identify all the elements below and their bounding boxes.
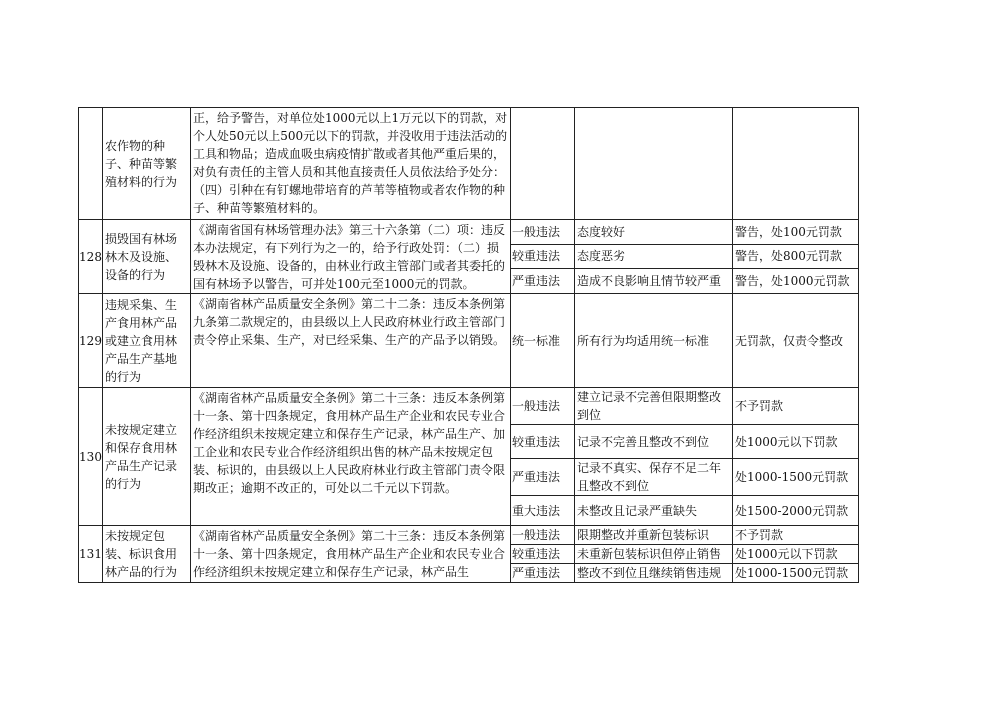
- row-number: 131: [79, 526, 103, 583]
- circumstance: [575, 108, 733, 220]
- circumstance: 态度恶劣: [575, 244, 733, 269]
- circumstance: 建立记录不完善但限期整改到位: [575, 388, 733, 425]
- violation-category: 一般违法: [511, 388, 575, 425]
- violation-category: [511, 108, 575, 220]
- violation-category: 统一标准: [511, 294, 575, 388]
- violation-category: 较重违法: [511, 425, 575, 459]
- table-row: [79, 220, 859, 245]
- table-body: [79, 108, 859, 583]
- penalty: 处1000-1500元罚款: [733, 459, 859, 496]
- legal-basis: 《湖南省国有林场管理办法》第三十六条第（二）项：违反本办法规定，有下列行为之一的，给予行政处罚：（二）损毁林木及设施、设备的，由林业行政主管部门或者其委托的国有林场予以警告，可并处100元至1000元的罚款。: [191, 220, 511, 294]
- violation-name: 损毁国有林场林木及设施、设备的行为: [103, 220, 191, 294]
- table-row: [79, 388, 859, 425]
- legal-basis: 《湖南省林产品质量安全条例》第二十三条：违反本条例第十一条、第十四条规定，食用林产品生产企业和农民专业合作经济组织未按规定建立和保存生产记录，林产品生: [191, 526, 511, 583]
- violation-category: 一般违法: [511, 220, 575, 245]
- table-row: [79, 294, 859, 388]
- legal-basis: 《湖南省林产品质量安全条例》第二十三条：违反本条例第十一条、第十四条规定，食用林产品生产企业和农民专业合作经济组织未按规定建立和保存生产记录，林产品生产、加工企业和农民专业合作经济组织出售的林产品未按规定包装、标识的，由县级以上人民政府林业行政主管部门责令限期改正；逾期不改正的，可处以二千元以下罚款。: [191, 388, 511, 526]
- penalty: 不予罚款: [733, 526, 859, 545]
- table-row: [79, 526, 859, 545]
- penalty: 不予罚款: [733, 388, 859, 425]
- violation-name: 未按规定建立和保存食用林产品生产记录的行为: [103, 388, 191, 526]
- penalty: [733, 108, 859, 220]
- violation-category: 严重违法: [511, 459, 575, 496]
- circumstance: 态度较好: [575, 220, 733, 245]
- circumstance: 造成不良影响且情节较严重: [575, 269, 733, 294]
- row-number: 128: [79, 220, 103, 294]
- legal-basis: 《湖南省林产品质量安全条例》第二十二条：违反本条例第九条第二款规定的，由县级以上人民政府林业行政主管部门责令停止采集、生产，对已经采集、生产的产品予以销毁。: [191, 294, 511, 388]
- violation-name: 未按规定包装、标识食用林产品的行为: [103, 526, 191, 583]
- violation-name: 农作物的种子、种苗等繁殖材料的行为: [103, 108, 191, 220]
- violation-category: 较重违法: [511, 545, 575, 564]
- circumstance: 限期整改并重新包装标识: [575, 526, 733, 545]
- row-number: [79, 108, 103, 220]
- penalty: 无罚款，仅责令整改: [733, 294, 859, 388]
- penalty-standards-table: [78, 107, 859, 583]
- penalty: 处1500-2000元罚款: [733, 496, 859, 526]
- circumstance: 未整改且记录严重缺失: [575, 496, 733, 526]
- penalty: 警告，处800元罚款: [733, 244, 859, 269]
- circumstance: 整改不到位且继续销售违规: [575, 564, 733, 583]
- penalty: 警告，处100元罚款: [733, 220, 859, 245]
- row-number: 130: [79, 388, 103, 526]
- violation-category: 一般违法: [511, 526, 575, 545]
- circumstance: 记录不完善且整改不到位: [575, 425, 733, 459]
- violation-name: 违规采集、生产食用林产品或建立食用林产品生产基地的行为: [103, 294, 191, 388]
- penalty: 警告，处1000元罚款: [733, 269, 859, 294]
- row-number: 129: [79, 294, 103, 388]
- legal-basis: 正，给予警告，对单位处1000元以上1万元以下的罚款，对个人处50元以上500元以下的罚款，并没收用于违法活动的工具和物品；造成血吸虫病疫情扩散或者其他严重后果的，对负有责任的主管人员和其他直接责任人员依法给予处分：（四）引种在有钉螺地带培育的芦苇等植物或者农作物的种子、种苗等繁殖材料的。: [191, 108, 511, 220]
- penalty: 处1000-1500元罚款: [733, 564, 859, 583]
- violation-category: 严重违法: [511, 564, 575, 583]
- violation-category: 较重违法: [511, 244, 575, 269]
- penalty: 处1000元以下罚款: [733, 545, 859, 564]
- circumstance: 未重新包装标识但停止销售: [575, 545, 733, 564]
- circumstance: 所有行为均适用统一标准: [575, 294, 733, 388]
- table-row: [79, 108, 859, 220]
- circumstance: 记录不真实、保存不足二年且整改不到位: [575, 459, 733, 496]
- penalty: 处1000元以下罚款: [733, 425, 859, 459]
- violation-category: 严重违法: [511, 269, 575, 294]
- violation-category: 重大违法: [511, 496, 575, 526]
